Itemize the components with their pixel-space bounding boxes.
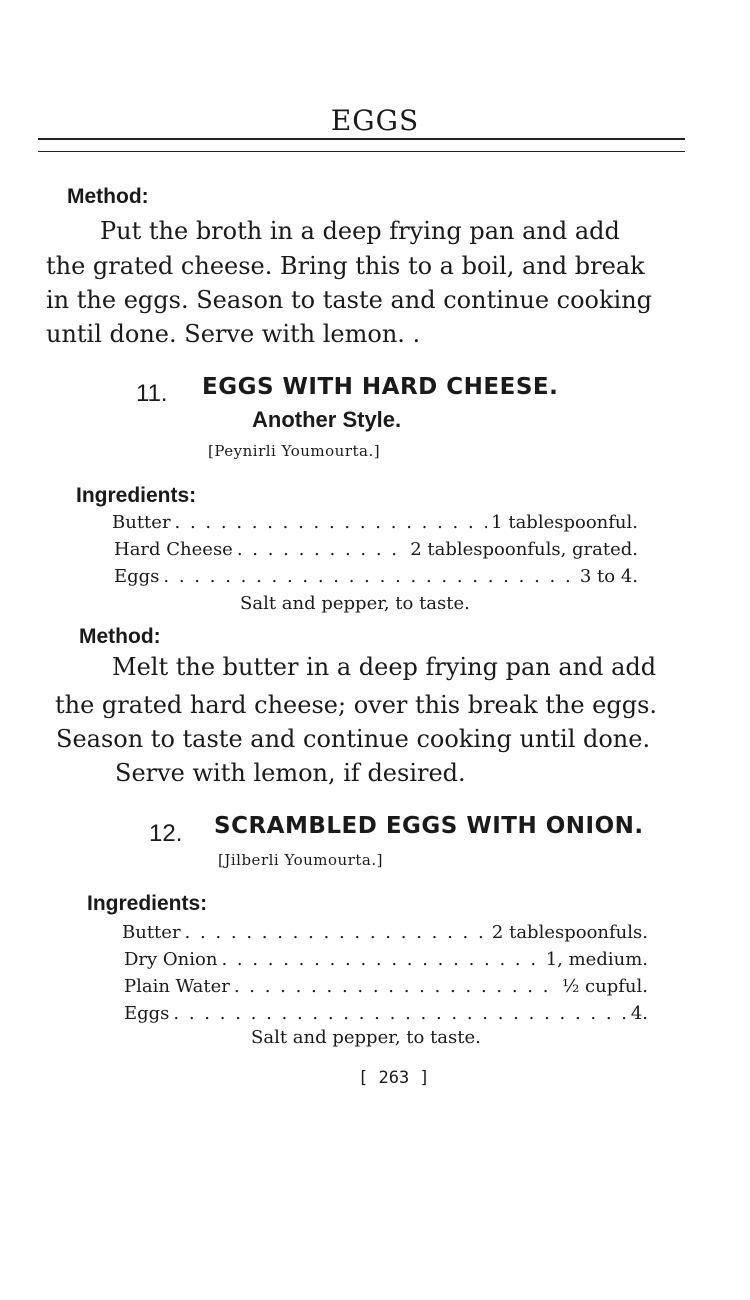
ingredient-qty: ½ cupful. <box>561 976 648 997</box>
ingredient-name: Butter <box>112 512 171 533</box>
ingredient-row <box>124 949 648 970</box>
method-line: Season to taste and continue cooking until done. <box>56 725 651 753</box>
leader-dots <box>173 1003 626 1024</box>
leader-dots <box>175 512 488 533</box>
turkish-name: [Peynirli Youmourta.] <box>208 442 381 460</box>
ingredient-name: Dry Onion <box>124 949 218 970</box>
recipe-title: EGGS WITH HARD CHEESE. <box>202 374 559 400</box>
method-line: the grated cheese. Bring this to a boil, and break <box>46 252 645 280</box>
ingredient-qty: 2 tablespoonfuls. <box>491 922 648 943</box>
ingredient-row <box>122 922 648 943</box>
leader-dots <box>237 539 406 560</box>
ingredient-name: Eggs <box>114 566 160 587</box>
ingredients-label: Ingredients: <box>76 484 197 507</box>
method-line: the grated hard cheese; over this break the eggs. <box>55 691 658 719</box>
recipe-number: 12. <box>149 820 183 847</box>
ingredient-qty: 3 to 4. <box>579 566 638 587</box>
method-line: Put the broth in a deep frying pan and add <box>100 217 620 245</box>
leader-dots <box>221 949 541 970</box>
ingredient-name: Butter <box>122 922 181 943</box>
running-head: EGGS <box>330 104 420 137</box>
ingredient-row <box>114 539 638 560</box>
ingredient-row <box>112 512 638 533</box>
ingredient-name: Plain Water <box>124 976 230 997</box>
method-label: Method: <box>79 625 161 648</box>
method-line: Melt the butter in a deep frying pan and add <box>112 653 657 681</box>
leader-dots <box>234 976 558 997</box>
ingredient-qty: 1 tablespoonful. <box>491 512 638 533</box>
recipe-subtitle: Another Style. <box>252 407 402 432</box>
recipe-title: SCRAMBLED EGGS WITH ONION. <box>214 813 644 839</box>
header-rule-top <box>38 138 685 140</box>
leader-dots <box>163 566 575 587</box>
recipe-number: 11. <box>136 380 168 407</box>
ingredient-row <box>124 1003 648 1024</box>
ingredient-qty: 1, medium. <box>545 949 648 970</box>
ingredient-qty: 2 tablespoonfuls, grated. <box>410 539 638 560</box>
seasoning-note: Salt and pepper, to taste. <box>240 593 470 614</box>
ingredient-row <box>114 566 638 587</box>
seasoning-note: Salt and pepper, to taste. <box>251 1027 481 1048</box>
method-label: Method: <box>67 185 149 208</box>
ingredient-name: Hard Cheese <box>114 539 233 560</box>
ingredients-label: Ingredients: <box>87 892 208 915</box>
header-rule-bottom <box>38 151 685 152</box>
ingredient-qty: 4. <box>630 1003 648 1024</box>
page-number: [ 263 ] <box>358 1068 430 1088</box>
method-line: until done. Serve with lemon. . <box>46 320 421 348</box>
leader-dots <box>185 922 488 943</box>
method-line: in the eggs. Season to taste and continue cooking <box>46 286 653 314</box>
ingredient-name: Eggs <box>124 1003 170 1024</box>
method-line: Serve with lemon, if desired. <box>115 759 466 787</box>
ingredient-row <box>124 976 648 997</box>
turkish-name: [Jilberli Youmourta.] <box>218 851 383 869</box>
